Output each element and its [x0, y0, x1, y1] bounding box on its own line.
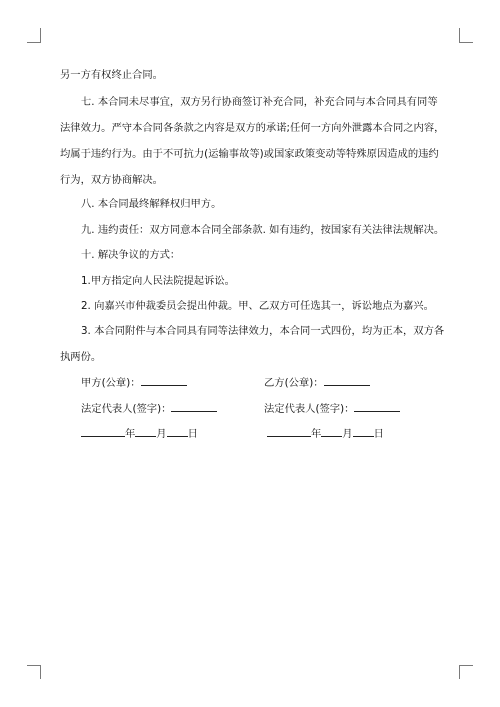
year-blank [81, 425, 125, 437]
crop-mark-top-right-h [459, 42, 473, 43]
month-blank [321, 425, 342, 437]
party-b-seal-label: 乙方(公章)： [264, 377, 324, 389]
party-a-seal-blank [141, 374, 187, 386]
party-b-rep-label: 法定代表人(签字)： [264, 403, 355, 415]
crop-mark-bottom-left [40, 665, 41, 679]
crop-mark-bottom-left-h [27, 665, 41, 666]
text-line-content: 3. 本合同附件与本合同具有同等法律效力，本合同一式四份，均为正本，双方各 [81, 325, 445, 337]
text-line [60, 242, 445, 268]
paragraph-clause-7 [60, 89, 445, 193]
year-label: 年 [125, 428, 136, 440]
text-line: 执两份。 [60, 351, 102, 363]
text-line [60, 268, 445, 294]
party-a-seal [81, 374, 187, 390]
day-blank [167, 425, 188, 437]
crop-mark-top-left [40, 28, 41, 42]
day-label: 日 [187, 428, 198, 440]
party-b-date [267, 425, 384, 441]
paragraph-dispute-3 [60, 318, 445, 370]
paragraph-dispute-1 [60, 268, 445, 294]
party-a-date [81, 425, 198, 441]
month-label: 月 [342, 428, 353, 440]
crop-mark-top-left-h [27, 42, 41, 43]
text-line: 法律效力。严守本合同各条款之内容是双方的承诺;任何一方向外泄露本合同之内容， [60, 122, 445, 134]
year-blank [267, 425, 311, 437]
text-line: 均属于违约行为。由于不可抗力(运输事故等)或国家政策变动等特殊原因造成的违约 [60, 148, 439, 160]
paragraph-termination [60, 62, 445, 88]
day-blank [353, 425, 374, 437]
text-line-content: 1.甲方指定向人民法院提起诉讼。 [81, 275, 235, 287]
party-b-rep-blank [354, 400, 400, 412]
party-b-representative [264, 400, 400, 416]
text-line: 行为，双方协商解决。 [60, 174, 163, 186]
text-line-content: 九. 违约责任：双方同意本合同全部条款. 如有违约，按国家有关法律法规解决。 [81, 224, 445, 236]
party-a-seal-label: 甲方(公章)： [81, 377, 141, 389]
party-a-representative [81, 400, 217, 416]
text-line [60, 318, 445, 344]
party-a-rep-blank [171, 400, 217, 412]
party-b-seal [264, 374, 370, 390]
month-label: 月 [156, 428, 167, 440]
paragraph-clause-9 [60, 217, 445, 243]
text-line-content: 八. 本合同最终解释权归甲方。 [81, 198, 222, 210]
day-label: 日 [373, 428, 384, 440]
text-line: 另一方有权终止合同。 [60, 69, 163, 81]
crop-mark-top-right [459, 28, 460, 42]
text-line [60, 191, 445, 217]
month-blank [135, 425, 156, 437]
party-a-rep-label: 法定代表人(签字)： [81, 403, 172, 415]
text-line-content: 十. 解决争议的方式： [81, 249, 181, 261]
text-line [60, 293, 445, 319]
crop-mark-bottom-right [459, 665, 460, 679]
paragraph-clause-8 [60, 191, 445, 217]
text-line-content: 七. 本合同未尽事宜，双方另行协商签订补充合同，补充合同与本合同具有同等 [81, 96, 438, 108]
text-line [60, 217, 445, 243]
crop-mark-bottom-right-h [459, 665, 473, 666]
text-line [60, 89, 445, 115]
paragraph-clause-10 [60, 242, 445, 268]
year-label: 年 [311, 428, 322, 440]
paragraph-dispute-2 [60, 293, 445, 319]
text-line-content: 2. 向嘉兴市仲裁委员会提出仲裁。甲、乙双方可任选其一，诉讼地点为嘉兴。 [81, 300, 434, 312]
party-b-seal-blank [324, 374, 370, 386]
